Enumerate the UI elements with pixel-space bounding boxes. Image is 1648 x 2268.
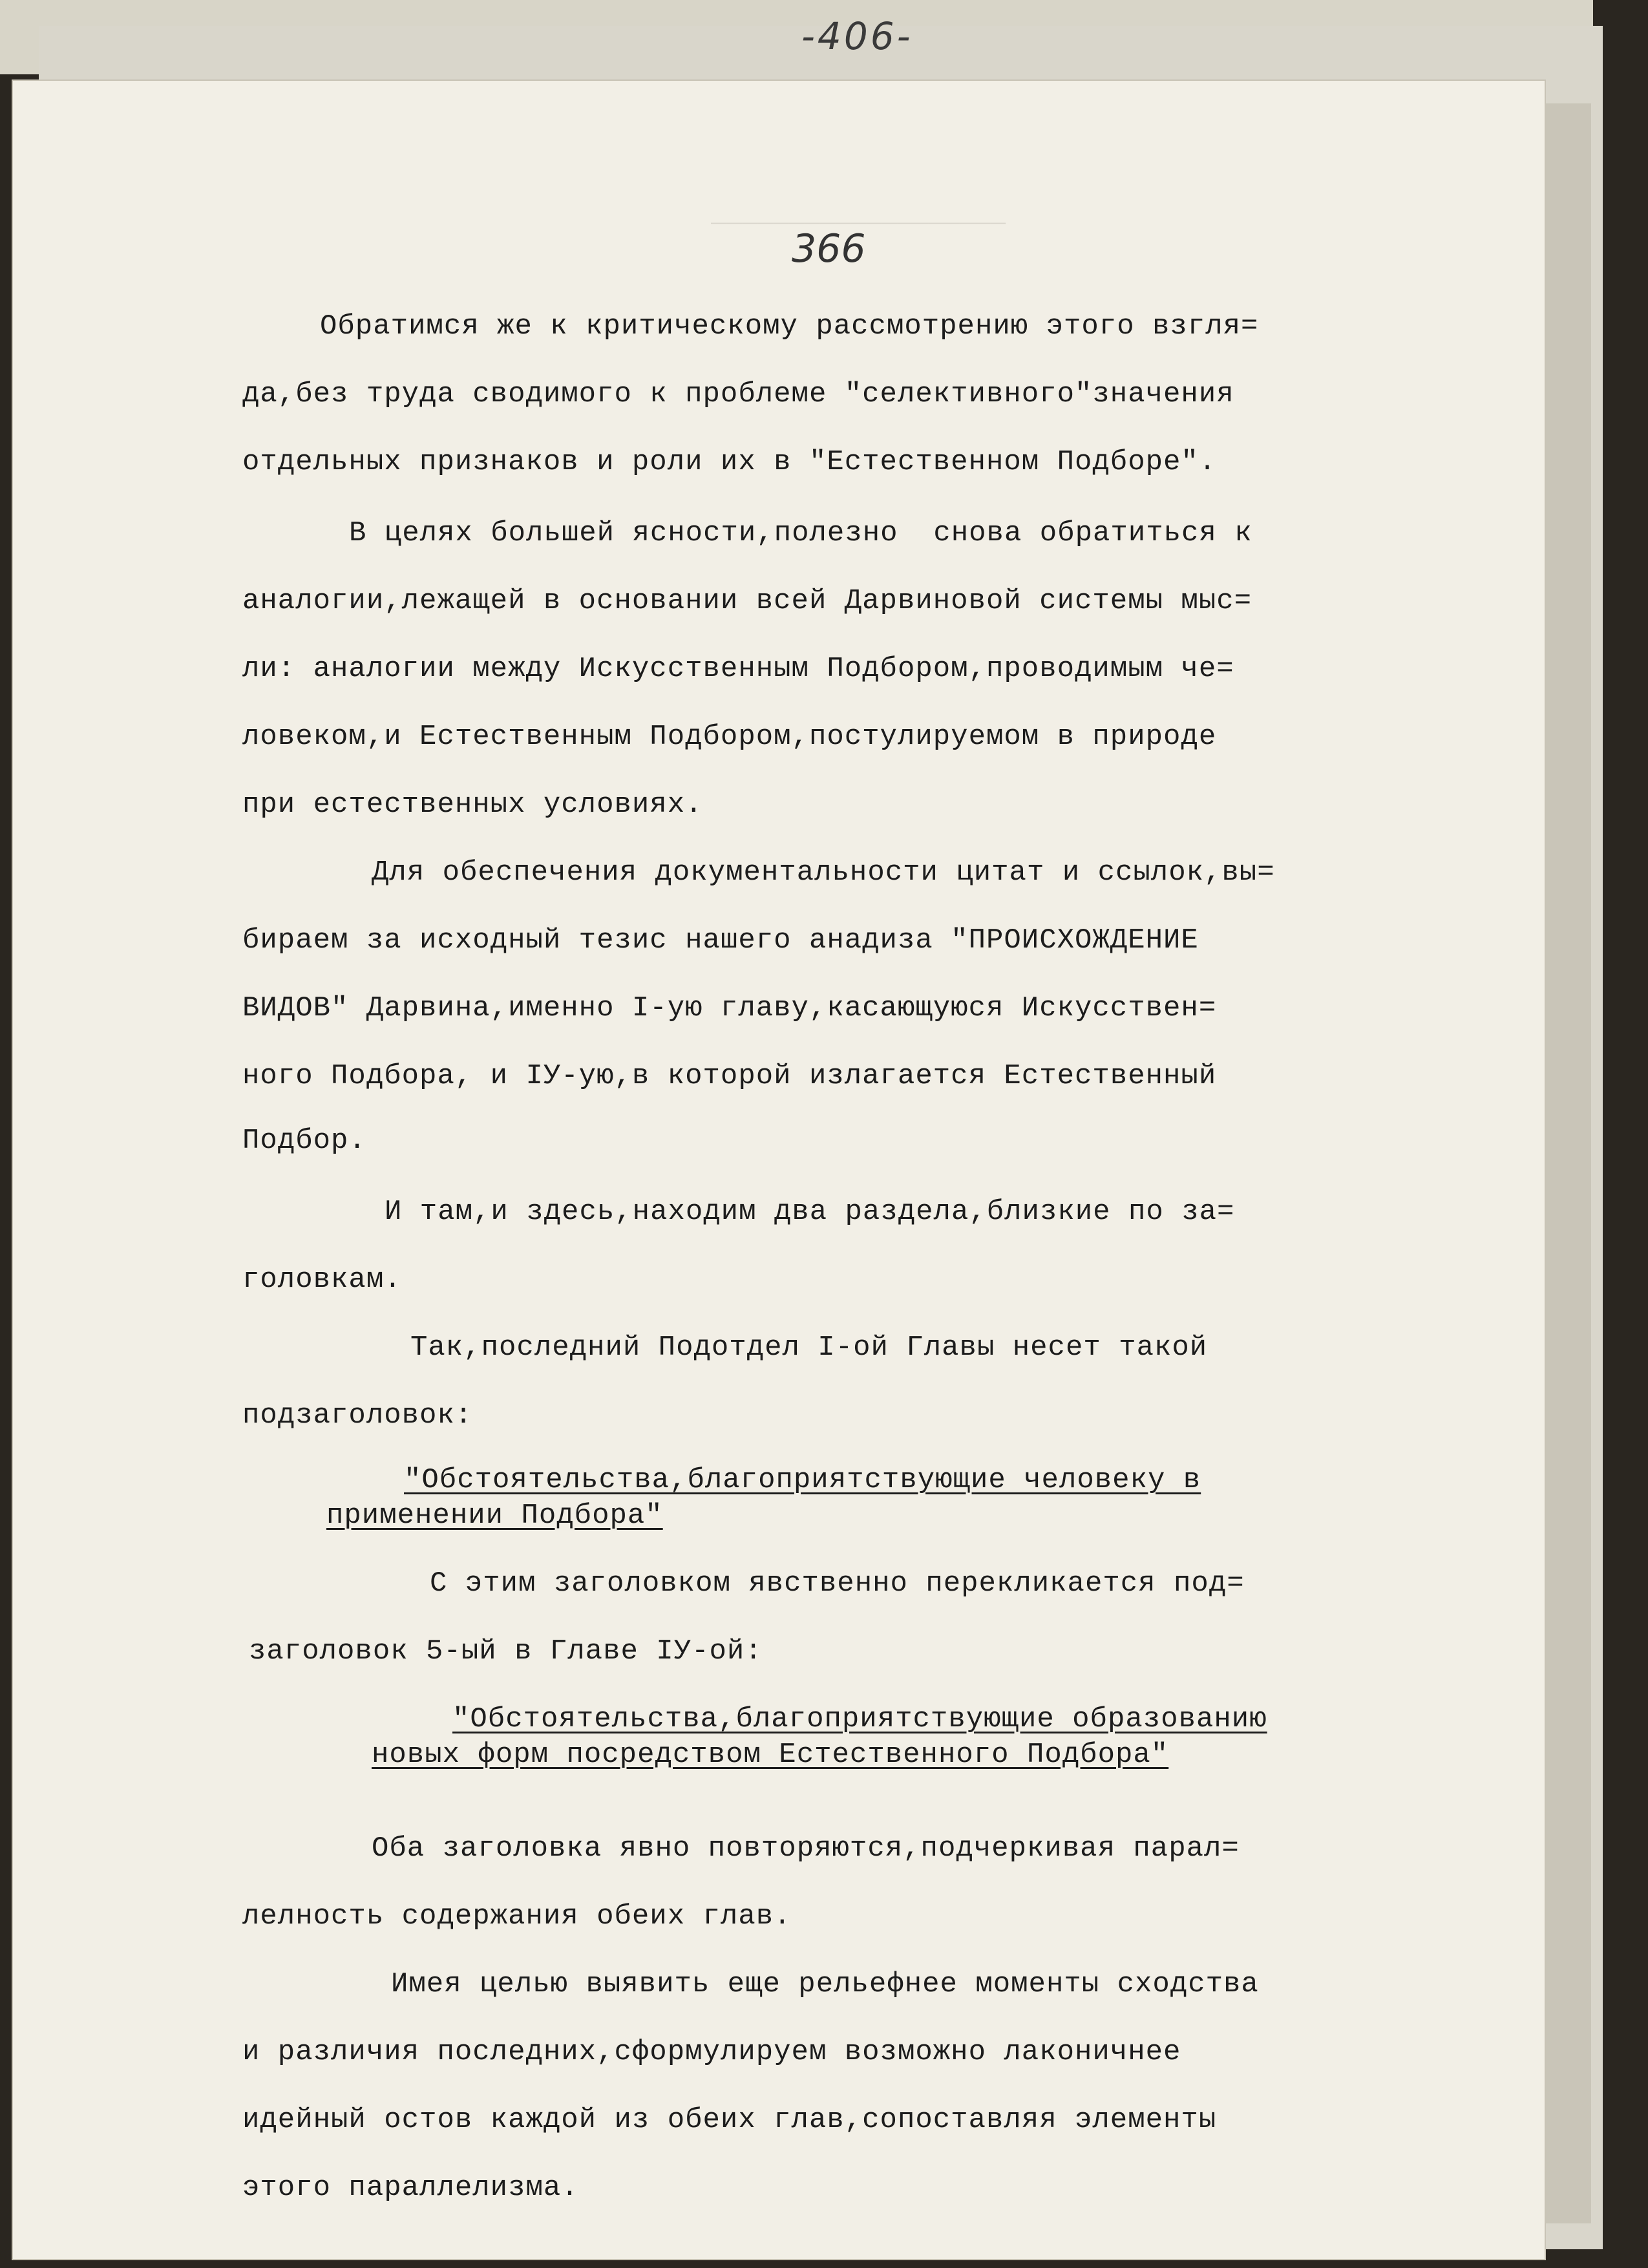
page-stack-edge xyxy=(1538,103,1591,2223)
text-line-28: идейный остов каждой из обеих глав,сопоставляя элементы xyxy=(242,2104,1217,2136)
bleed-through: ___________________ xyxy=(323,200,1006,229)
quoted-heading-2-line-1: "Обстоятельства,благоприятствующие образованию xyxy=(452,1703,1267,1735)
typewritten-page xyxy=(13,81,1545,2259)
text-line-27: и различия последних,сформулируем возможно лаконичнее xyxy=(242,2036,1181,2068)
page-number: 366 xyxy=(792,226,866,271)
text-line-9: Для обеспечения документальности цитат и ссылок,вы= xyxy=(372,856,1275,889)
text-line-20: С этим заголовком явственно перекликается под= xyxy=(430,1567,1245,1600)
archive-stamp-number: -406- xyxy=(801,14,913,58)
text-line-12: ного Подбора, и IУ-ую,в которой излагается Естественный xyxy=(242,1060,1217,1092)
text-line-3: отдельных признаков и роли их в "Естественном Подборе". xyxy=(242,446,1217,478)
text-line-11: ВИДОВ" Дарвина,именно I-ую главу,касающуюся Искусствен= xyxy=(242,992,1217,1024)
text-line-21: заголовок 5-ый в Главе IУ-ой: xyxy=(249,1635,763,1668)
quoted-heading-1-line-1: "Обстоятельства,благоприятствующие человеку в xyxy=(404,1464,1201,1496)
quoted-heading-1-line-2: применении Подбора" xyxy=(326,1500,663,1532)
text-line-25: лелность содержания обеих глав. xyxy=(242,1900,792,1933)
text-line-8: при естественных условиях. xyxy=(242,789,703,821)
text-line-2: да,без труда сводимого к проблеме "селективного"значения xyxy=(242,378,1234,410)
text-line-5: аналогии,лежащей в основании всей Дарвиновой системы мыс= xyxy=(242,585,1252,617)
quoted-heading-2-line-2: новых форм посредством Естественного Подбора" xyxy=(372,1739,1169,1771)
text-line-1: Обратимся же к критическому рассмотрению этого взгля= xyxy=(320,310,1259,343)
text-line-17: подзаголовок: xyxy=(242,1399,473,1432)
text-line-24: Оба заголовка явно повторяются,подчеркивая парал= xyxy=(372,1832,1240,1865)
text-line-26: Имея целью выявить еще рельефнее моменты сходства xyxy=(391,1968,1259,2000)
text-line-14: И там,и здесь,находим два раздела,близкие по за= xyxy=(385,1196,1235,1228)
text-line-10: бираем за исходный тезис нашего анадиза "ПРОИСХОЖДЕНИЕ xyxy=(242,924,1199,957)
text-line-7: ловеком,и Естественным Подбором,постулируемом в природе xyxy=(242,721,1217,753)
text-line-29: этого параллелизма. xyxy=(242,2172,579,2204)
text-line-16: Так,последний Подотдел I-ой Главы несет такой xyxy=(410,1331,1208,1364)
text-line-13: Подбор. xyxy=(242,1125,366,1157)
text-line-4: В целях большей ясности,полезно снова обратиться к xyxy=(349,517,1252,549)
text-line-6: ли: аналогии между Искусственным Подбором,проводимым че= xyxy=(242,653,1234,685)
text-line-15: головкам. xyxy=(242,1264,402,1296)
